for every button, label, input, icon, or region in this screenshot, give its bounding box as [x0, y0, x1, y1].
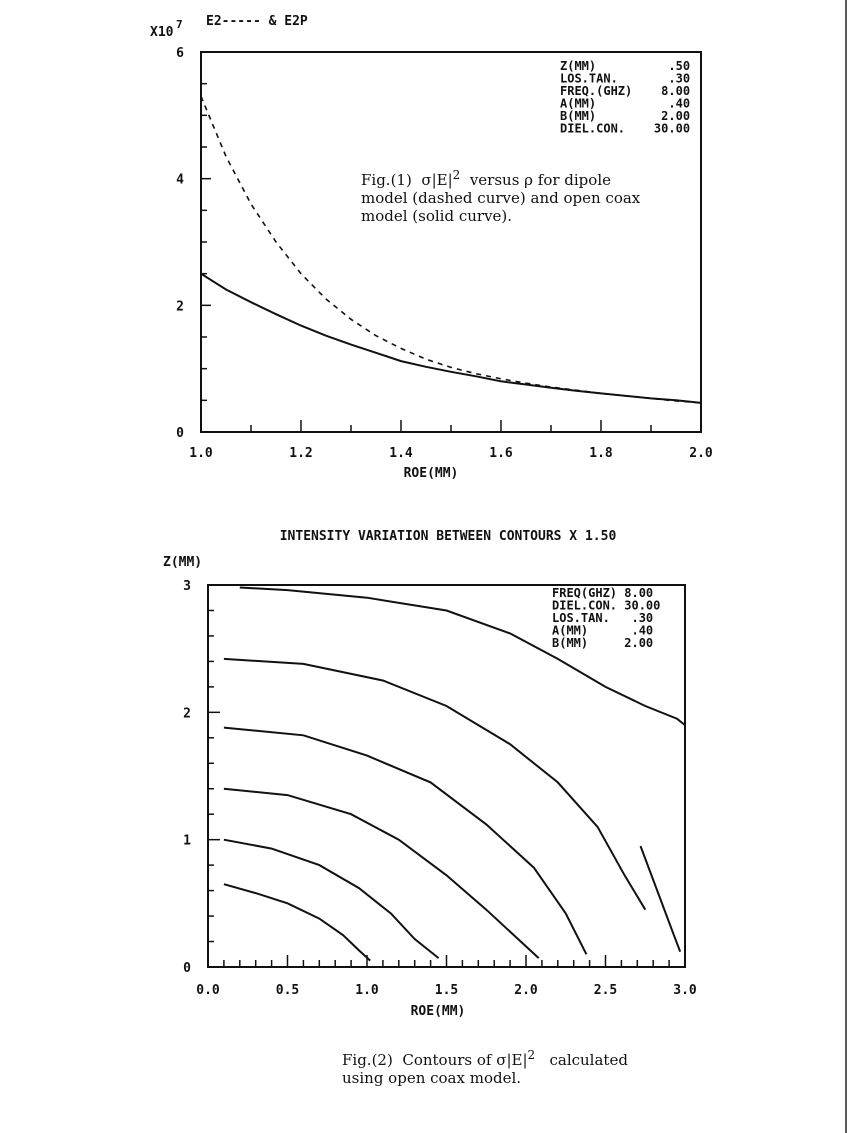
chart2-x-tick-label: 3.0	[673, 983, 697, 998]
chart2-y-tick-label: 2	[183, 706, 191, 722]
chart2-x-tick-label: 0.5	[275, 983, 300, 998]
chart1-x-tick-label: 1.6	[489, 446, 513, 461]
chart1-title: E2----- & E2P	[206, 14, 308, 29]
caption-text: versus ρ for dipole	[460, 171, 611, 189]
chart1-x-tick-label: 2.0	[689, 446, 713, 461]
chart2-y-axis-label: Z(MM)	[163, 555, 203, 570]
chart1-param-line: B(MM) 2.00	[560, 109, 691, 123]
chart2-x-tick-label: 2.5	[593, 983, 618, 998]
chart2-param-line: LOS.TAN. .30	[552, 611, 654, 625]
caption-text: Fig.(1) σ|E|	[361, 171, 453, 189]
chart2-y-tick-label: 3	[183, 579, 191, 594]
chart1-x-tick-label: 1.2	[289, 446, 313, 461]
caption-line: model (solid curve).	[361, 207, 513, 225]
chart1-param-line: FREQ.(GHZ) 8.00	[560, 84, 691, 98]
chart2-x-tick-label: 2.0	[514, 983, 538, 998]
chart1-x-axis-label: ROE(MM)	[403, 466, 459, 481]
chart1-param-line: A(MM) .40	[560, 96, 691, 111]
chart2-param-line: FREQ(GHZ) 8.00	[552, 586, 654, 600]
caption-line: using open coax model.	[342, 1069, 522, 1087]
chart1-caption	[361, 166, 640, 225]
chart1-series-dashed	[201, 96, 701, 403]
chart2-caption	[342, 1046, 628, 1087]
chart2-contour-line	[224, 789, 539, 958]
chart2-x-axis-label: ROE(MM)	[410, 1004, 466, 1019]
chart2-param-line: DIEL.CON. 30.00	[552, 598, 661, 613]
chart2-contour-line	[224, 884, 370, 960]
chart2-plot	[183, 579, 697, 998]
chart1-param-line: DIEL.CON. 30.00	[560, 121, 691, 136]
chart2-y-tick-label: 1	[183, 833, 191, 849]
chart2-contour-line	[641, 846, 681, 952]
caption-superscript: 2	[452, 168, 461, 182]
caption-line	[361, 166, 640, 189]
chart1-param-line: Z(MM) .50	[560, 59, 691, 73]
chart2-y-tick-label: 0	[183, 961, 191, 976]
chart2-x-tick-label: 0.0	[196, 983, 220, 998]
chart1-plot	[176, 46, 713, 461]
chart1-y-tick-label: 2	[176, 299, 184, 315]
chart2-x-tick-label: 1.5	[434, 983, 459, 998]
chart1-exponent-power: 7	[176, 18, 183, 31]
chart1-param-line: LOS.TAN. .30	[560, 71, 691, 86]
chart1-series-solid	[201, 274, 701, 403]
chart1-y-tick-label: 6	[176, 46, 184, 61]
chart2-param-line: B(MM) 2.00	[552, 636, 654, 650]
chart2-param-line: A(MM) .40	[552, 623, 654, 638]
chart2-title: INTENSITY VARIATION BETWEEN CONTOURS X 1.50	[279, 529, 617, 544]
chart1-exponent-label: X10	[150, 25, 174, 40]
caption-line: model (dashed curve) and open coax	[361, 189, 641, 207]
caption-line	[342, 1046, 628, 1069]
chart2-contour-line	[224, 840, 439, 958]
chart1-y-tick-label: 0	[176, 426, 184, 441]
caption-superscript: 2	[527, 1048, 536, 1062]
chart1-x-tick-label: 1.4	[389, 446, 413, 461]
caption-text: calculated	[535, 1051, 628, 1069]
chart1-x-tick-label: 1.8	[589, 446, 613, 461]
chart2-x-tick-label: 1.0	[355, 983, 379, 998]
chart1-y-tick-label: 4	[176, 172, 184, 188]
caption-text: Fig.(2) Contours of σ|E|	[342, 1051, 528, 1069]
chart1-x-tick-label: 1.0	[189, 446, 213, 461]
